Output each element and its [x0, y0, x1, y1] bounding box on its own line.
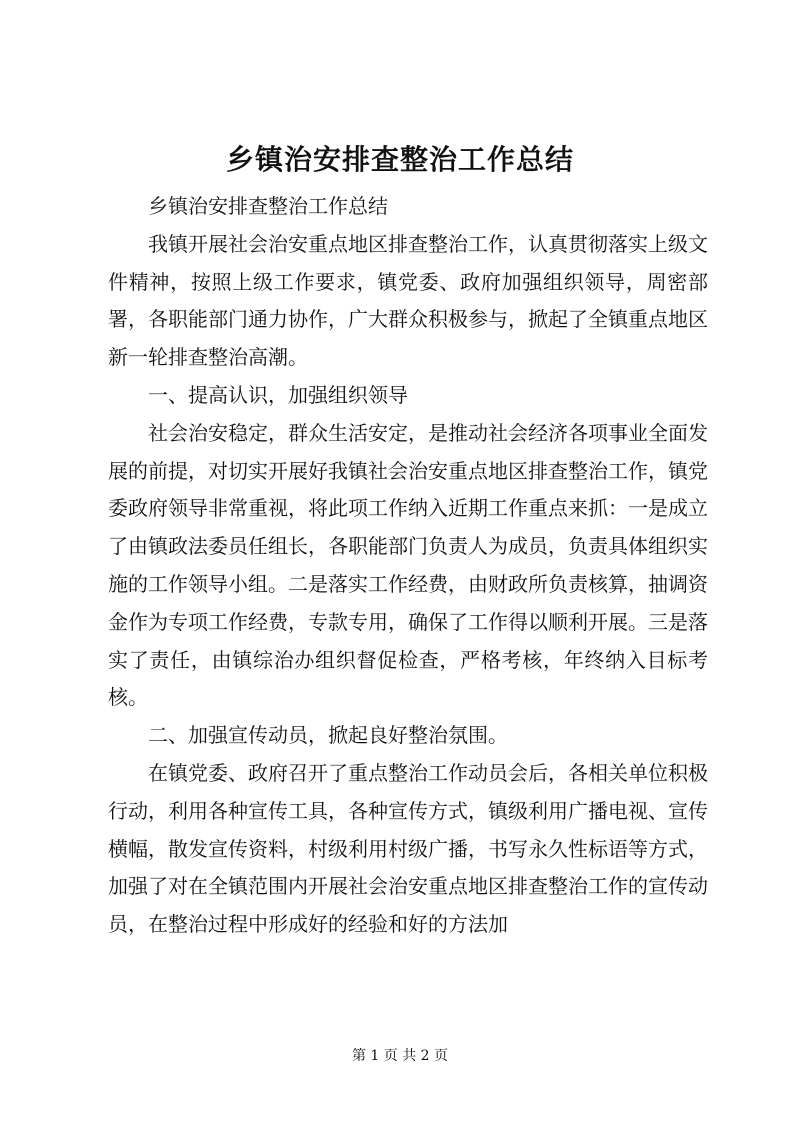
document-title: 乡镇治安排查整治工作总结	[225, 143, 574, 176]
body-paragraph: 我镇开展社会治安重点地区排查整治工作，认真贯彻落实上级文件精神，按照上级工作要求，镇党委、政府加强组织领导，周密部署，各职能部门通力协作，广大群众积极参与，掀起了全镇重点地区新一轮排查整治高潮。	[108, 231, 708, 370]
subtitle-paragraph: 乡镇治安排查整治工作总结	[148, 194, 388, 218]
document-body	[108, 188, 708, 944]
body-paragraph: 在镇党委、政府召开了重点整治工作动员会后，各相关单位积极行动，利用各种宣传工具，各种宣传方式，镇级利用广播电视、宣传横幅，散发宣传资料，村级利用村级广播，书写永久性标语等方式，加强了对在全镇范围内开展社会治安重点地区排查整治工作的宣传动员，在整治过程中形成好的经验和好的方法加	[108, 760, 708, 937]
page-number-footer: 第 1 页 共 2 页	[351, 1048, 449, 1064]
section-heading: 一、提高认识，加强组织领导	[148, 382, 408, 407]
section-heading: 二、加强宣传动员，掀起良好整治氛围。	[148, 723, 508, 748]
body-paragraph: 社会治安稳定，群众生活安定，是推动社会经济各项事业全面发展的前提，对切实开展好我镇社会治安重点地区排查整治工作，镇党委政府领导非常重视，将此项工作纳入近期工作重点来抓：一是成立了由镇政法委员任组长，各职能部门负责人为成员，负责具体组织实施的工作领导小组。二是落实工作经费，由财政所负责核算，抽调资金作为专项工作经费，专款专用，确保了工作得以顺利开展。三是落实了责任，由镇综治办组织督促检查，严格考核，年终纳入目标考核。	[108, 420, 708, 710]
